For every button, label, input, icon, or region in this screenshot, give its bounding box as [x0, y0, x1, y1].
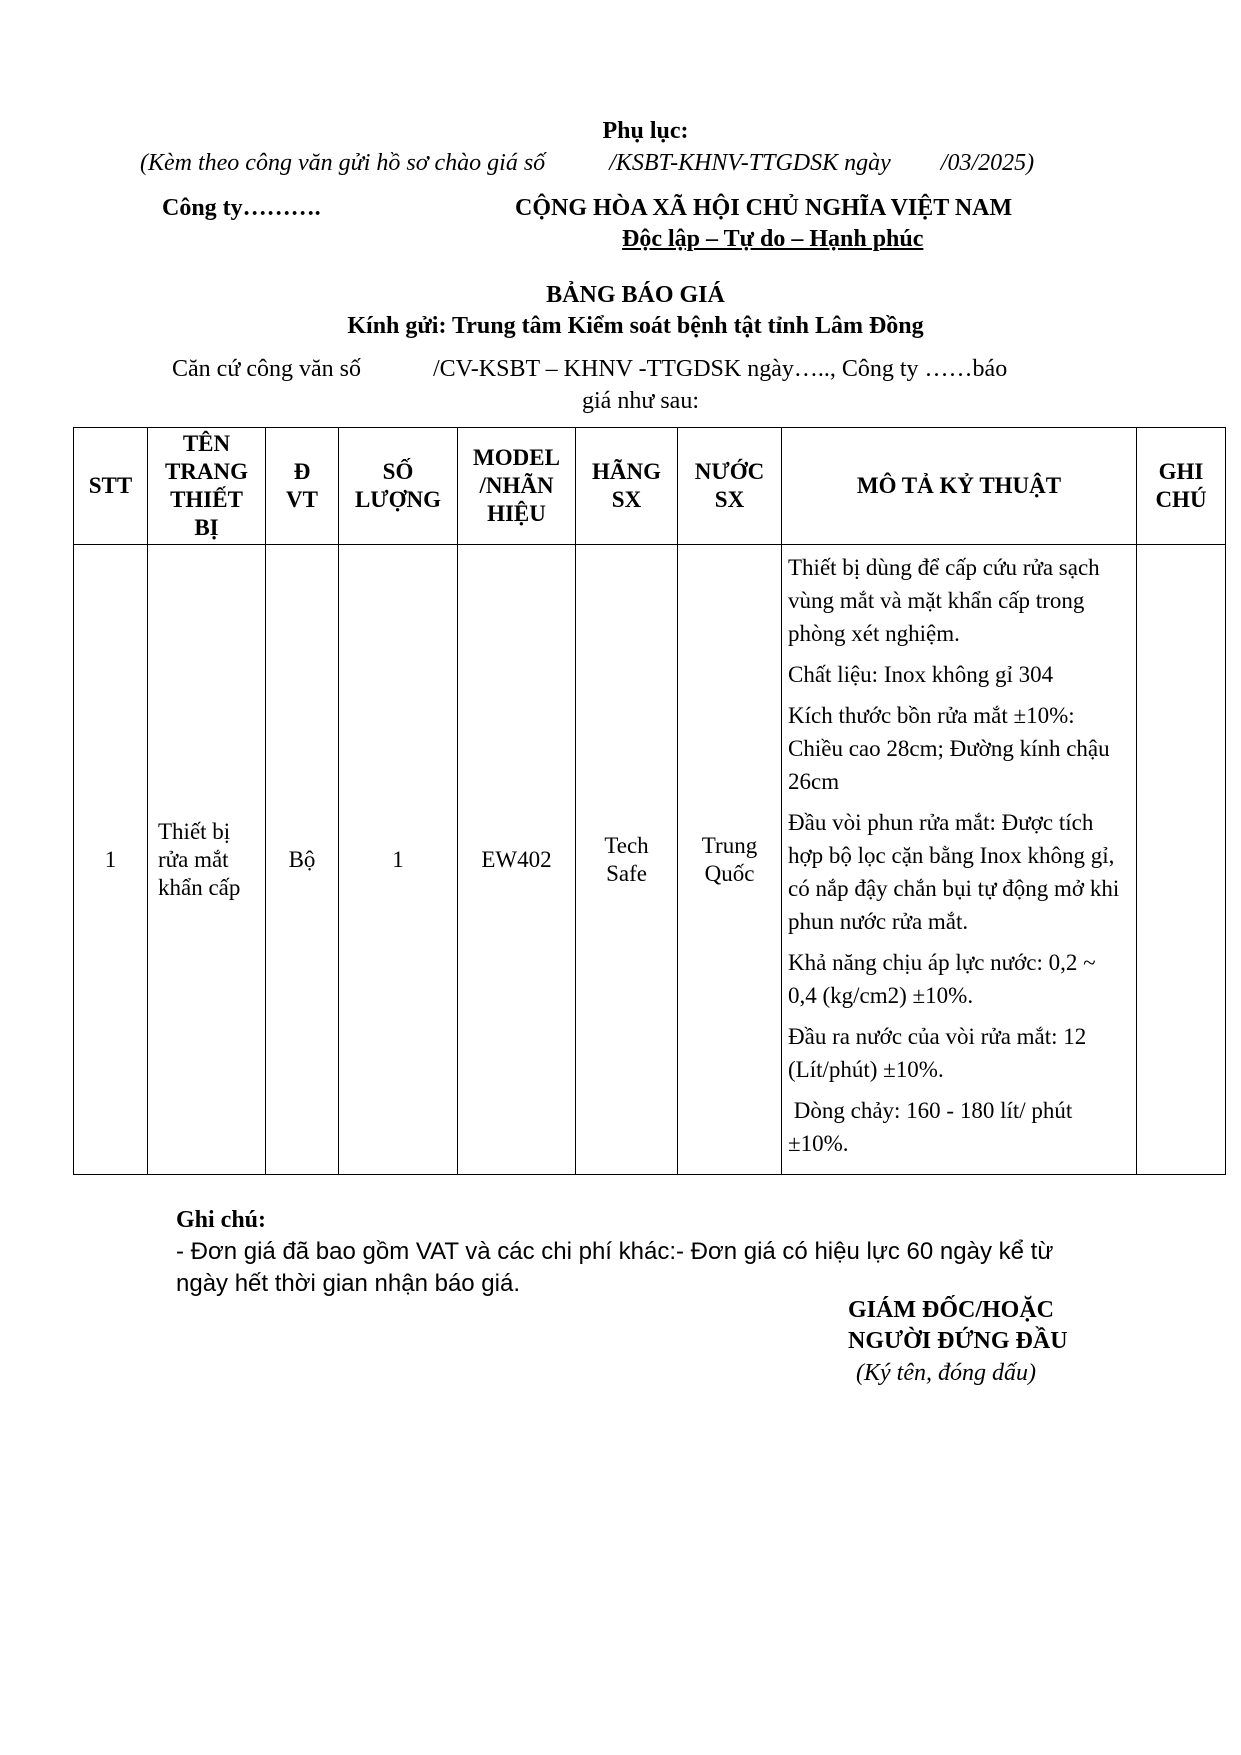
quotation-table	[73, 427, 1226, 1175]
appendix-reference	[140, 150, 1034, 177]
basis-part1: Căn cứ công văn số	[172, 356, 361, 382]
desc-output: Đầu ra nước của vòi rửa mắt: 12 (Lít/phút) ±10%.	[788, 1024, 1087, 1082]
cell-manufacturer: Tech Safe	[576, 545, 678, 1175]
signature-instruction: (Ký tên, đóng dấu)	[856, 1360, 1036, 1386]
cell-device-name: Thiết bị rửa mắt khẩn cấp	[148, 545, 266, 1175]
notes-title: Ghi chú:	[176, 1207, 267, 1233]
header-quantity: SỐ LƯỢNG	[339, 428, 458, 545]
national-motto: Độc lập – Tự do – Hạnh phúc	[622, 226, 924, 252]
signatory-title: GIÁM ĐỐC/HOẶC	[848, 1297, 1054, 1323]
table-header-row	[74, 428, 1226, 545]
cell-country: Trung Quốc	[678, 545, 782, 1175]
notes-line: - Đơn giá đã bao gồm VAT và các chi phí khác:- Đơn giá có hiệu lực 60 ngày kể từ	[176, 1238, 1054, 1265]
header-country: NƯỚC SX	[678, 428, 782, 545]
cell-stt: 1	[74, 545, 148, 1175]
basis-line	[172, 356, 1007, 383]
signatory-title-continued: NGƯỜI ĐỨNG ĐẦU	[848, 1328, 1068, 1354]
header-technical-description: MÔ TẢ KỶ THUẬT	[782, 428, 1137, 545]
header-model: MODEL /NHÃN HIỆU	[458, 428, 576, 545]
cell-model: EW402	[458, 545, 576, 1175]
header-note: GHI CHÚ	[1137, 428, 1226, 545]
company-name: Công ty……….	[162, 195, 321, 221]
desc-nozzle: Đầu vòi phun rửa mắt: Được tích hợp bộ lọc cặn bằng Inox không gỉ, có nắp đậy chắn bụi tự động mở khi phun nước rửa mắt.	[788, 810, 1120, 934]
header-unit: Đ VT	[266, 428, 339, 545]
cell-unit: Bộ	[266, 545, 339, 1175]
cell-technical-description	[782, 545, 1137, 1175]
appendix-reference-part2: /KSBT-KHNV-TTGDSK ngày	[609, 150, 891, 176]
appendix-title: Phụ lục:	[602, 118, 689, 144]
recipient-line: Kính gửi: Trung tâm Kiểm soát bệnh tật tỉnh Lâm Đồng	[347, 313, 924, 339]
cell-quantity: 1	[339, 545, 458, 1175]
desc-dimensions: Kích thước bồn rửa mắt ±10%: Chiều cao 28cm; Đường kính chậu 26cm	[788, 703, 1110, 794]
document-title: BẢNG BÁO GIÁ	[546, 282, 725, 308]
desc-material: Chất liệu: Inox không gỉ 304	[788, 662, 1054, 687]
header-manufacturer: HÃNG SX	[576, 428, 678, 545]
desc-flow: Dòng chảy: 160 - 180 lít/ phút ±10%.	[788, 1098, 1079, 1156]
basis-part2: /CV-KSBT – KHNV -TTGDSK ngày….., Công ty ……báo	[432, 356, 1008, 382]
notes-line-continued: ngày hết thời gian nhận báo giá.	[176, 1270, 521, 1297]
national-title: CỘNG HÒA XÃ HỘI CHỦ NGHĨA VIỆT NAM	[515, 195, 1013, 221]
header-device-name: TÊN TRANG THIẾT BỊ	[148, 428, 266, 545]
table-row	[74, 545, 1226, 1175]
desc-pressure: Khả năng chịu áp lực nước: 0,2 ~ 0,4 (kg/cm2) ±10%.	[788, 950, 1096, 1008]
appendix-reference-part1: (Kèm theo công văn gửi hồ sơ chào giá số	[140, 150, 546, 176]
desc-purpose: Thiết bị dùng để cấp cứu rửa sạch vùng mắt và mặt khẩn cấp trong phòng xét nghiệm.	[788, 555, 1100, 646]
appendix-reference-part3: /03/2025)	[940, 150, 1035, 176]
header-stt: STT	[74, 428, 148, 545]
cell-note	[1137, 545, 1226, 1175]
basis-line-continued: giá như sau:	[582, 388, 699, 414]
